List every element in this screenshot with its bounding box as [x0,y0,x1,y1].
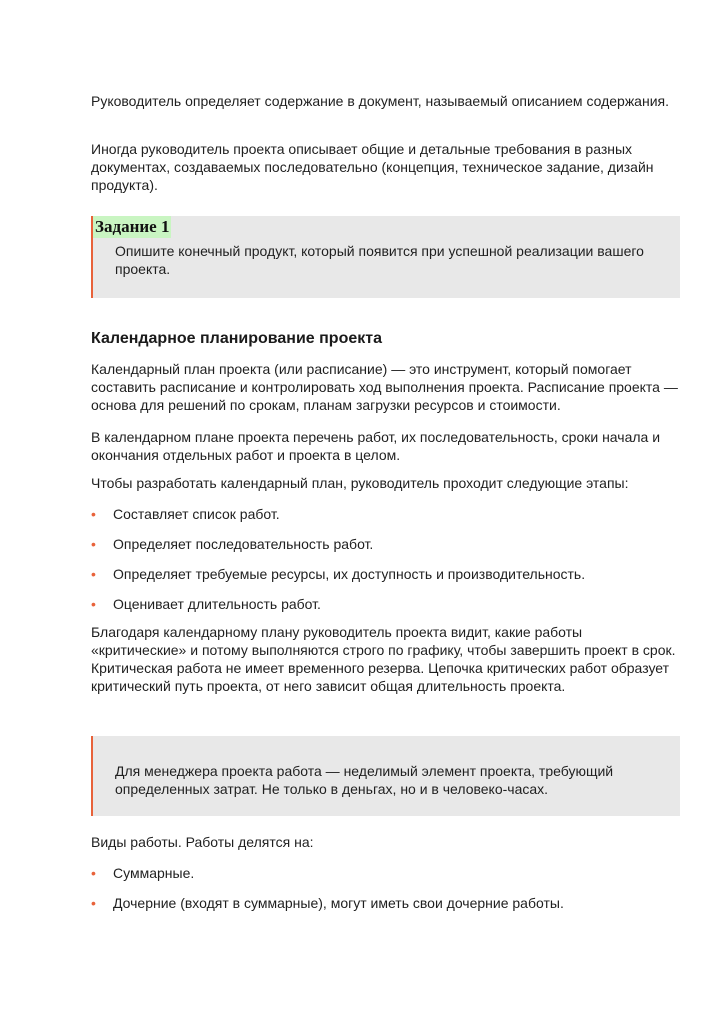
list-item-text: Определяет требуемые ресурсы, их доступность и производительность. [113,566,586,582]
note-text: Для менеджера проекта работа — неделимый элемент проекта, требующий определенных затрат. Не только в деньгах, но и в человеко-часах. [115,763,614,797]
list-item-text: Дочерние (входят в суммарные), могут иметь свои дочерние работы. [113,895,564,911]
paragraph-critical-path: Благодаря календарному плану руководитель проекта видит, какие работы «критические» и потому выполняются строго по графику, чтобы завершить проект в срок. Критическая работа не имеет временного резерва. Цепочка критических работ образует критический путь проекта, от него зависит общая длительность проекта. [91,624,676,694]
list-item [91,595,681,613]
list-item [91,565,681,583]
list-item [91,505,681,523]
list-item-text: Составляет список работ. [113,506,280,522]
bullet-icon: • [91,596,96,612]
paragraph-calendar-contents: В календарном плане проекта перечень работ, их последовательность, сроки начала и окончания отдельных работ и проекта в целом. [91,429,661,463]
list-item [91,864,681,882]
paragraph-scope-description: Руководитель определяет содержание в документ, называемый описанием содержания. [91,93,669,109]
steps-list [91,505,681,613]
list-item-text: Суммарные. [113,865,195,881]
list-item [91,894,681,912]
bullet-icon: • [91,506,96,522]
task-text: Опишите конечный продукт, который появится при успешной реализации вашего проекта. [115,243,644,277]
section-title: Календарное планирование проекта [91,330,382,347]
work-types-list [91,864,681,912]
paragraph-requirements: Иногда руководитель проекта описывает общие и детальные требования в разных документах, создаваемых последовательно (концепция, техническое задание, дизайн продукта). [91,141,654,193]
bullet-icon: • [91,566,96,582]
bullet-icon: • [91,536,96,552]
paragraph-work-types: Виды работы. Работы делятся на: [91,834,314,850]
note-box [91,736,680,816]
task-title: Задание 1 [95,217,170,236]
bullet-icon: • [91,895,96,911]
paragraph-stages-intro: Чтобы разработать календарный план, руководитель проходит следующие этапы: [91,475,629,491]
list-item [91,535,681,553]
bullet-icon: • [91,865,96,881]
paragraph-calendar-plan: Календарный план проекта (или расписание) — это инструмент, который помогает составить расписание и контролировать ход выполнения проекта. Расписание проекта — основа для решений по срокам, планам загрузки ресурсов и стоимости. [91,361,678,413]
task-box [91,216,680,298]
list-item-text: Оценивает длительность работ. [113,596,321,612]
list-item-text: Определяет последовательность работ. [113,536,374,552]
